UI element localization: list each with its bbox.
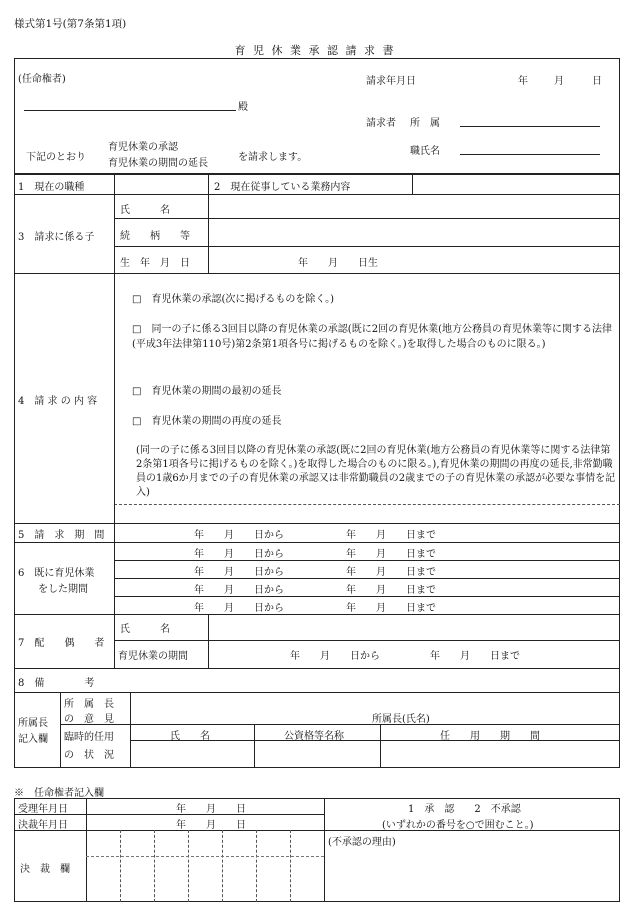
temp-col-title: 公資格等名称 xyxy=(284,731,344,742)
child-name-label: 氏 名 xyxy=(120,205,170,216)
decided-date-value[interactable]: 年 月 日 xyxy=(176,820,246,831)
prev-period-3-to[interactable]: 年 月 日まで xyxy=(346,585,436,596)
prev-period-2-to[interactable]: 年 月 日まで xyxy=(346,567,436,578)
title-name-field[interactable] xyxy=(460,154,600,155)
form-number: 様式第1号(第7条第1項) xyxy=(14,18,127,30)
request-content-label: 4 請 求 の 内 容 xyxy=(18,396,98,407)
request-option-4[interactable]: □ 育児休業の期間の再度の延長 xyxy=(132,416,282,427)
temp-col-period: 任 用 期 間 xyxy=(440,731,540,742)
month-label: 月 xyxy=(554,76,564,87)
day-label: 日 xyxy=(592,76,602,87)
request-option-3[interactable]: □ 育児休業の期間の最初の延長 xyxy=(132,386,282,397)
affiliation-label: 所 属 xyxy=(410,118,440,129)
supervisor-label-1: 所属長 xyxy=(18,718,48,729)
spouse-name-label: 氏 名 xyxy=(120,624,170,635)
decided-date-label: 決裁年月日 xyxy=(18,820,68,831)
honorific: 殿 xyxy=(238,102,248,113)
requester-label: 請求者 xyxy=(366,118,396,129)
prev-period-1-to[interactable]: 年 月 日まで xyxy=(346,549,436,560)
header-box xyxy=(14,58,620,174)
temp-appointment-1: 臨時的任用 xyxy=(64,732,114,743)
request-option-2[interactable]: □ 同一の子に係る3回目以降の育児休業の承認(既に2回の育児休業(地方公務員の育児休業等に関する法律(平成3年法律第110号)第2条第1項各号に掲げるものを除く。)を取得した場合のものに限る。) xyxy=(132,324,612,350)
current-job-field[interactable] xyxy=(118,176,204,192)
appointer-label: (任命権者) xyxy=(18,74,66,85)
outro-text: を請求します。 xyxy=(238,152,308,163)
current-job-label: 1 現在の職種 xyxy=(18,182,85,193)
prev-period-4-from[interactable]: 年 月 日から xyxy=(194,603,284,614)
previous-leave-label-1: 6 既に育児休業 xyxy=(18,568,95,579)
request-period-label: 5 請 求 期 間 xyxy=(18,530,105,541)
temp-col-name: 氏 名 xyxy=(170,731,210,742)
prev-period-4-to[interactable]: 年 月 日まで xyxy=(346,603,436,614)
supervisor-opinion-2: の 意 見 xyxy=(64,714,114,725)
request-period-to[interactable]: 年 月 日まで xyxy=(346,530,436,541)
decision-label: 決 裁 欄 xyxy=(20,864,70,875)
child-dob-label: 生 年 月 日 xyxy=(120,258,190,269)
supervisor-opinion-1: 所 属 長 xyxy=(64,699,114,710)
child-section-label: 3 請求に係る子 xyxy=(18,232,95,243)
current-duty-field[interactable] xyxy=(416,176,616,192)
prev-period-3-from[interactable]: 年 月 日から xyxy=(194,585,284,596)
option-approval: 育児休業の承認 xyxy=(108,142,178,153)
child-relation-label: 続 柄 等 xyxy=(120,231,190,242)
received-date-label: 受理年月日 xyxy=(18,804,68,815)
year-label: 年 xyxy=(518,76,528,87)
request-date-label: 請求年月日 xyxy=(366,76,416,87)
intro-text: 下記のとおり xyxy=(26,152,86,163)
prev-period-1-from[interactable]: 年 月 日から xyxy=(194,549,284,560)
page-title: 育 児 休 業 承 認 請 求 書 xyxy=(234,44,396,57)
request-reason-note: (同一の子に係る3回目以降の育児休業の承認(既に2回の育児休業(地方公務員の育児休業等に関する法律第2条第1項各号に掲げるものを除く。)を取得した場合のものに限る。),育児休業の期間の再度の延長,非常勤職員の1歳6か月までの子の育児休業の承認又は非常勤職員の2歳までの子の育児休業の承認が必要な事情を記入) xyxy=(136,445,616,498)
temp-appointment-2: の 状 況 xyxy=(64,750,114,761)
spouse-label: 7 配 偶 者 xyxy=(18,638,105,649)
spouse-period-value[interactable]: 年 月 日から 年 月 日まで xyxy=(290,651,520,662)
request-option-1[interactable]: □ 育児休業の承認(次に掲げるものを除く。) xyxy=(132,294,335,305)
remarks-label: 8 備 考 xyxy=(18,678,95,689)
approval-options[interactable]: 1 承 認 2 不承認 xyxy=(408,804,521,815)
approval-instruction: (いずれかの番号を○で囲むこと。) xyxy=(382,820,534,831)
affiliation-field[interactable] xyxy=(460,126,600,127)
appointer-name-line[interactable] xyxy=(24,110,236,111)
child-dob-value[interactable]: 年 月 日生 xyxy=(298,258,378,269)
received-date-value[interactable]: 年 月 日 xyxy=(176,804,246,815)
option-extension: 育児休業の期間の延長 xyxy=(108,158,208,169)
previous-leave-label-2: をした期間 xyxy=(38,584,88,595)
rejection-reason-label: (不承認の理由) xyxy=(328,837,396,848)
current-duty-label: 2 現在従事している業務内容 xyxy=(214,182,351,193)
title-name-label: 職氏名 xyxy=(410,146,440,157)
spouse-period-label: 育児休業の期間 xyxy=(118,651,188,662)
supervisor-head-name[interactable]: 所属長(氏名) xyxy=(372,714,430,725)
supervisor-label-2: 記入欄 xyxy=(18,734,48,745)
request-period-from[interactable]: 年 月 日から xyxy=(194,530,284,541)
appointer-section-heading: ※ 任命権者記入欄 xyxy=(14,788,104,799)
prev-period-2-from[interactable]: 年 月 日から xyxy=(194,567,284,578)
